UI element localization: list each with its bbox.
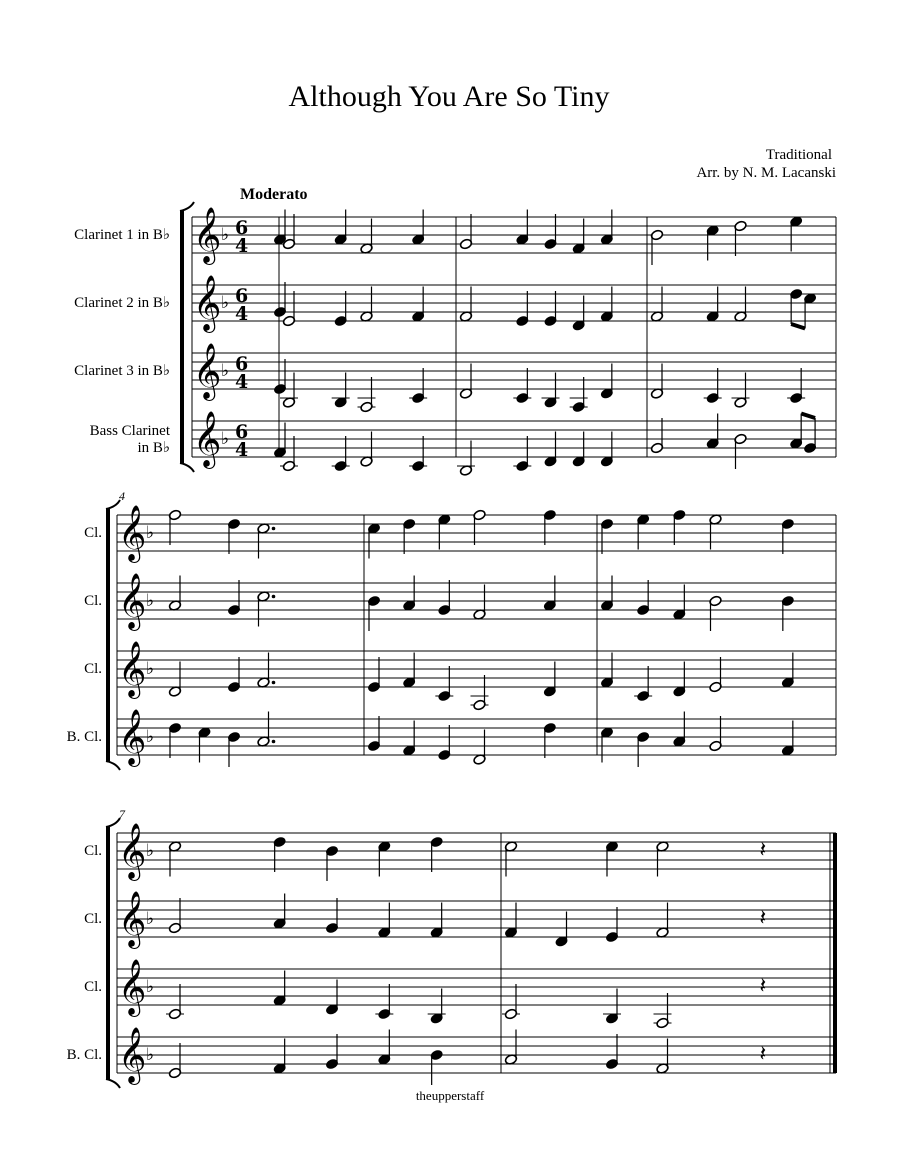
instrument-short-name: Cl. [84,843,102,859]
instrument-short-name: B. Cl. [66,729,102,745]
time-signature-bottom: 4 [235,303,249,325]
treble-clef: 𝄞 [118,823,147,879]
key-signature-flat: ♭ [221,293,230,313]
time-signature-bottom: 4 [235,371,249,393]
time-signature-top: 6 [235,285,249,307]
quarter-rest: 𝄽 [759,1042,767,1067]
treble-clef: 𝄞 [193,411,222,467]
instrument-name: in B♭ [137,440,170,456]
time-signature-bottom: 4 [235,439,249,461]
staff-4 [67,1027,836,1085]
staff-2 [84,573,836,631]
key-signature-flat: ♭ [146,977,155,997]
system-bracket [106,509,110,761]
staff-2 [84,891,836,949]
time-signature-bottom: 4 [235,235,249,257]
treble-clef: 𝄞 [118,959,147,1015]
time-signature-top: 6 [235,353,249,375]
treble-clef: 𝄞 [118,641,147,697]
instrument-short-name: B. Cl. [66,1047,102,1063]
instrument-short-name: Cl. [84,661,102,677]
bracket-hook [180,202,194,211]
measure-number: 4 [119,489,125,503]
composer-credit: Traditional [765,147,832,163]
quarter-rest: 𝄽 [759,838,767,863]
key-signature-flat: ♭ [146,909,155,929]
key-signature-flat: ♭ [221,225,230,245]
instrument-short-name: Cl. [84,911,102,927]
staff-2 [74,275,836,333]
dot [272,595,276,599]
arranger-credit: Arr. by N. M. Lacanski [696,165,836,181]
staff-3 [84,641,836,711]
system-1 [74,202,836,476]
staff-3 [84,959,836,1029]
key-signature-flat: ♭ [146,1045,155,1065]
dot [272,527,276,531]
instrument-short-name: Cl. [84,525,102,541]
treble-clef: 𝄞 [118,573,147,629]
treble-clef: 𝄞 [193,343,222,399]
time-signature-top: 6 [235,217,249,239]
quarter-rest: 𝄽 [759,906,767,931]
instrument-name: Bass Clarinet [89,423,170,439]
footer-text: theupperstaff [415,1088,485,1103]
bracket-hook [180,463,194,472]
staff-1 [84,505,836,563]
staff-1 [74,207,836,265]
key-signature-flat: ♭ [146,841,155,861]
instrument-name: Clarinet 3 in B♭ [74,363,170,379]
key-signature-flat: ♭ [221,429,230,449]
instrument-name: Clarinet 2 in B♭ [74,295,170,311]
treble-clef: 𝄞 [118,891,147,947]
key-signature-flat: ♭ [146,591,155,611]
key-signature-flat: ♭ [146,727,155,747]
treble-clef: 𝄞 [118,1027,147,1083]
key-signature-flat: ♭ [146,523,155,543]
staff-1 [84,823,836,881]
system-bracket [180,211,184,463]
beam [791,324,805,329]
dot [272,740,276,744]
instrument-short-name: Cl. [84,979,102,995]
key-signature-flat: ♭ [221,361,230,381]
staff-4 [67,709,836,767]
beam [801,414,815,419]
dot [272,681,276,685]
measure-number: 7 [119,807,125,821]
system-3 [67,807,837,1088]
treble-clef: 𝄞 [193,275,222,331]
tempo-marking: Moderato [240,186,308,203]
treble-clef: 𝄞 [118,709,147,765]
time-signature-top: 6 [235,421,249,443]
score-systems [67,202,837,1088]
system-2 [67,489,836,770]
treble-clef: 𝄞 [118,505,147,561]
staff-4 [90,411,836,476]
system-bracket [106,827,110,1079]
instrument-name: Clarinet 1 in B♭ [74,227,170,243]
staff-3 [74,343,836,413]
quarter-rest: 𝄽 [759,974,767,999]
instrument-short-name: Cl. [84,593,102,609]
page-title: Although You Are So Tiny [288,80,610,113]
key-signature-flat: ♭ [146,659,155,679]
treble-clef: 𝄞 [193,207,222,263]
